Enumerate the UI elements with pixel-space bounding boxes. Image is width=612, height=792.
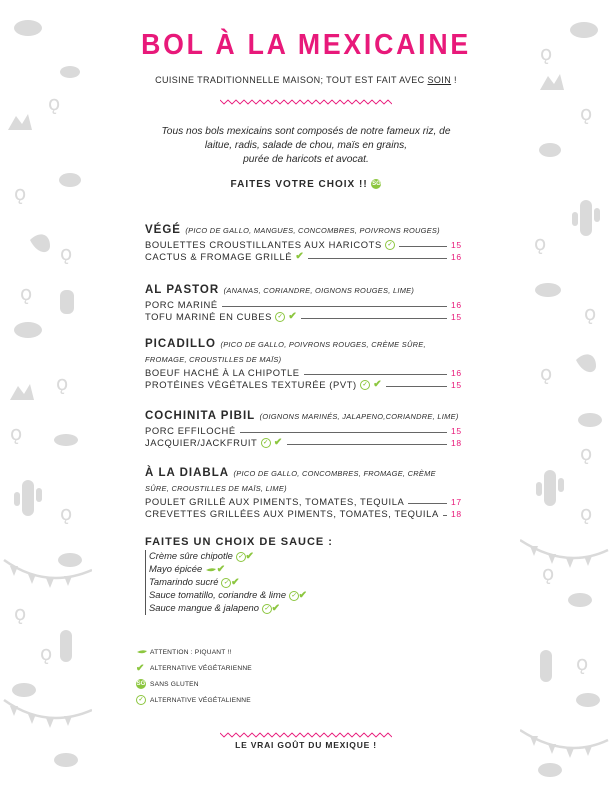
vegetarian-icon: ✔ — [245, 551, 254, 562]
legend-item — [136, 645, 252, 661]
leader-line — [222, 306, 447, 307]
left-pattern-decoration — [0, 0, 92, 792]
section-header — [145, 406, 461, 424]
menu-item — [145, 366, 461, 378]
section-title: VÉGÉ — [145, 224, 181, 236]
svg-text:ǫ: ǫ — [542, 561, 555, 585]
leader-line — [304, 374, 447, 375]
item-name: PORC MARINÉ — [145, 299, 218, 310]
intro-paragraph — [138, 125, 474, 167]
vegan-icon: ✓ — [385, 240, 395, 250]
legend-label: SANS GLUTEN — [150, 681, 199, 688]
menu-item — [145, 507, 461, 519]
sauce-section — [145, 536, 461, 615]
choice-heading — [108, 179, 504, 190]
sauce-name: Sauce tomatillo, coriandre & lime — [149, 589, 287, 600]
svg-text:ǫ: ǫ — [10, 421, 23, 445]
mexican-icons-pattern — [0, 0, 92, 792]
item-price: 15 — [451, 240, 462, 250]
item-price: 18 — [451, 509, 462, 519]
menu-item — [145, 298, 461, 310]
svg-text:ǫ: ǫ — [580, 501, 593, 525]
chili-icon — [136, 649, 148, 655]
vegan-icon: ✓ — [221, 578, 231, 588]
menu-section-al-pastor — [145, 280, 461, 322]
bottom-zigzag-divider — [220, 731, 392, 739]
vegan-icon: ✓ — [236, 552, 246, 562]
mexican-icons-pattern — [520, 0, 612, 792]
svg-text:ǫ: ǫ — [56, 371, 69, 395]
section-description: (PICO DE GALLO, MANGUES, CONCOMBRES, POIVRONS ROUGES) — [185, 226, 440, 235]
legend-item — [136, 693, 252, 709]
menu-item — [145, 238, 461, 250]
svg-text:ǫ: ǫ — [14, 181, 27, 205]
menu-item — [145, 310, 461, 322]
svg-text:ǫ: ǫ — [584, 301, 597, 325]
svg-text:ǫ: ǫ — [60, 501, 73, 525]
sauce-item — [149, 550, 461, 563]
menu-sheet — [108, 0, 504, 792]
vegetarian-icon: ✔ — [136, 662, 145, 674]
svg-text:ǫ: ǫ — [580, 101, 593, 125]
vegetarian-icon: ✔ — [295, 251, 305, 262]
page-title: BOL À LA MEXICAINE — [141, 29, 471, 61]
item-name: POULET GRILLÉ AUX PIMENTS, TOMATES, TEQUILA — [145, 496, 405, 507]
section-description: (ANANAS, CORIANDRE, OIGNONS ROUGES, LIME) — [223, 286, 415, 295]
sauce-item — [149, 563, 461, 576]
vegetarian-icon: ✔ — [271, 603, 280, 614]
item-name: PROTÉINES VÉGÉTALES TEXTURÉE (PVT) — [145, 379, 357, 390]
chili-icon — [205, 567, 217, 573]
item-price: 15 — [451, 380, 462, 390]
vegan-icon: ✓ — [275, 312, 285, 322]
legend-label: ALTERNATIVE VÉGÉTARIENNE — [150, 665, 252, 672]
choice-label: FAITES VOTRE CHOIX !! — [230, 179, 368, 190]
vegetarian-icon: ✔ — [373, 379, 383, 390]
leader-line — [443, 515, 447, 516]
section-header — [145, 336, 461, 366]
menu-section-cochinita-pibil — [145, 406, 461, 448]
item-name: BOEUF HACHÉ À LA CHIPOTLE — [145, 367, 300, 378]
subtitle-end: ! — [451, 75, 457, 85]
item-name: TOFU MARINÉ EN CUBES — [145, 311, 272, 322]
svg-text:ǫ: ǫ — [48, 91, 61, 115]
sauce-item — [149, 576, 461, 589]
leader-line — [308, 258, 447, 259]
section-header — [145, 220, 461, 238]
legend-label: ALTERNATIVE VÉGÉTALIENNE — [150, 696, 251, 704]
vegan-icon: ✓ — [262, 604, 272, 614]
svg-text:ǫ: ǫ — [540, 41, 553, 65]
vegan-icon: ✓ — [261, 438, 271, 448]
svg-text:ǫ: ǫ — [20, 281, 33, 305]
item-price: 16 — [451, 300, 462, 310]
menu-item — [145, 424, 461, 436]
intro-line: purée de haricots et avocat. — [243, 154, 369, 165]
vegetarian-icon: ✔ — [231, 577, 240, 588]
footer-tagline: LE VRAI GOÛT DU MEXIQUE ! — [235, 740, 377, 750]
vegan-icon: ✓ — [136, 695, 146, 705]
leader-line — [386, 386, 447, 387]
item-name: PORC EFFILOCHÉ — [145, 425, 236, 436]
vegan-icon: ✓ — [360, 380, 370, 390]
item-name: BOULETTES CROUSTILLANTES AUX HARICOTS — [145, 239, 382, 250]
menu-item — [145, 378, 461, 390]
section-title: AL PASTOR — [145, 284, 220, 296]
sauce-name: Sauce mangue & jalapeno — [149, 602, 259, 613]
svg-text:ǫ: ǫ — [14, 601, 27, 625]
top-zigzag-divider — [220, 98, 392, 106]
item-price: 18 — [451, 438, 462, 448]
menu-item — [145, 436, 461, 448]
vegetarian-icon: ✔ — [216, 564, 226, 575]
vegan-icon: ✓ — [289, 591, 299, 601]
sauce-list — [145, 550, 461, 615]
legend — [136, 645, 252, 708]
leader-line — [240, 432, 447, 433]
item-price: 15 — [451, 312, 462, 322]
leader-line — [301, 318, 447, 319]
legend-item — [136, 661, 252, 678]
section-header — [145, 465, 461, 495]
sauce-name: Crème sûre chipotle — [149, 550, 233, 561]
sauce-name: Mayo épicée — [149, 563, 203, 574]
vegetarian-icon: ✔ — [298, 590, 308, 601]
section-description: (PICO DE GALLO, CONCOMBRES, FROMAGE, CRÈME SÛRE, CROUSTILLES DE MAÏS, LIME) — [145, 469, 436, 493]
right-pattern-decoration — [520, 0, 612, 792]
section-title: COCHINITA PIBIL — [145, 410, 256, 422]
sauce-item — [149, 589, 461, 602]
svg-text:ǫ: ǫ — [580, 441, 593, 465]
section-header — [145, 280, 461, 298]
legend-label: ATTENTION : PIQUANT !! — [150, 649, 232, 656]
leader-line — [399, 246, 447, 247]
svg-text:ǫ: ǫ — [40, 641, 53, 665]
vegetarian-icon: ✔ — [288, 311, 298, 322]
item-price: 15 — [451, 426, 462, 436]
svg-text:ǫ: ǫ — [540, 361, 553, 385]
menu-item — [145, 250, 461, 262]
section-title: PICADILLO — [145, 338, 216, 350]
item-name: JACQUIER/JACKFRUIT — [145, 437, 258, 448]
subtitle-text: CUISINE TRADITIONNELLE MAISON; TOUT EST FAIT AVEC — [155, 75, 428, 85]
svg-text:ǫ: ǫ — [534, 231, 547, 255]
menu-section-picadillo — [145, 336, 461, 390]
legend-item — [136, 677, 252, 693]
item-price: 16 — [451, 368, 462, 378]
item-name: CREVETTES GRILLÉES AUX PIMENTS, TOMATES, TEQUILA — [145, 508, 439, 519]
gluten-free-icon: SG — [136, 681, 146, 688]
section-description: (PICO DE GALLO, POIVRONS ROUGES, CRÈME SÛRE, FROMAGE, CROUSTILLES DE MAÏS) — [145, 340, 426, 364]
gluten-free-icon: SG — [372, 181, 381, 188]
menu-item — [145, 495, 461, 507]
svg-text:ǫ: ǫ — [576, 651, 589, 675]
subtitle-emphasis: SOIN — [427, 75, 452, 85]
section-title: À LA DIABLA — [145, 467, 230, 479]
leader-line — [408, 503, 447, 504]
sauce-title: FAITES UN CHOIX DE SAUCE : — [145, 536, 333, 548]
item-price: 16 — [451, 252, 462, 262]
intro-line: laitue, radis, salade de chou, maïs en grains, — [204, 140, 408, 151]
section-description: (OIGNONS MARINÉS, JALAPENO,CORIANDRE, LIME) — [259, 412, 459, 421]
subtitle — [108, 75, 504, 85]
intro-line: Tous nos bols mexicains sont composés de notre fameux riz, de — [161, 126, 451, 137]
menu-section-a-la-diabla — [145, 465, 461, 519]
svg-text:ǫ: ǫ — [60, 241, 73, 265]
leader-line — [287, 444, 447, 445]
item-price: 17 — [451, 497, 462, 507]
item-name: CACTUS & FROMAGE GRILLÉ — [145, 251, 293, 262]
vegetarian-icon: ✔ — [273, 437, 283, 448]
sauce-name: Tamarindo sucré — [149, 576, 219, 587]
menu-section-vege — [145, 220, 461, 262]
sauce-item — [149, 602, 461, 615]
